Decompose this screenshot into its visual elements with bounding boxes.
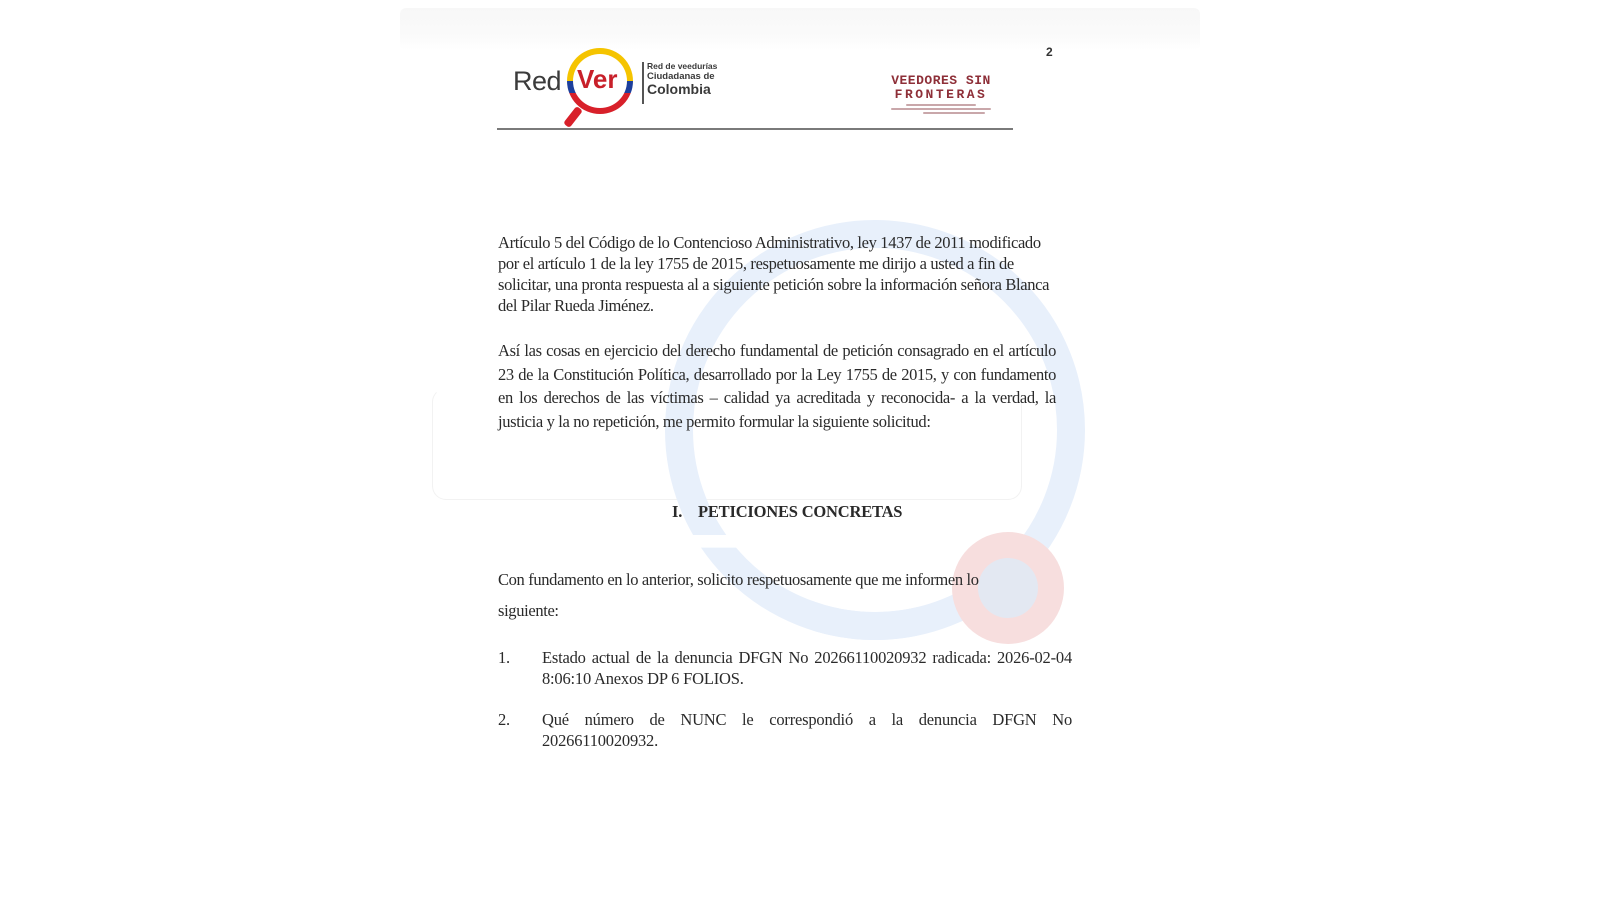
redver-logo bbox=[513, 44, 723, 128]
logo-subtitle-line3: Colombia bbox=[647, 81, 711, 97]
logo-brand-red: Red bbox=[513, 66, 562, 96]
veedores-sin-fronteras-logo bbox=[885, 74, 997, 126]
request-number: 2. bbox=[498, 710, 510, 729]
vsf-line1: VEEDORES SIN bbox=[891, 73, 991, 88]
request-item bbox=[498, 710, 1072, 751]
paragraph-legal-basis: Artículo 5 del Código de lo Contencioso Administrativo, ley 1437 de 2011 modificado por el artículo 1 de la ley 1755 de 2015, respetuosamente me dirijo a usted a fin de solicitar, una pronta respuesta al a siguiente petición sobre la información señora Blanca del Pilar Rueda Jiménez. bbox=[498, 233, 1050, 315]
request-number: 1. bbox=[498, 648, 510, 667]
paragraph-petition-right: Así las cosas en ejercicio del derecho fundamental de petición consagrado en el artículo 23 de la Constitución Política, desarrollado por la Ley 1755 de 2015, y con fundamento en los derechos de las víctimas – calidad ya acreditada y reconocida- a la verdad, la justicia y la no repetición, me permito formular la siguiente solicitud: bbox=[498, 341, 1056, 431]
letterhead bbox=[497, 40, 1013, 132]
section-title: PETICIONES CONCRETAS bbox=[698, 502, 903, 521]
request-text: Qué número de NUNC le correspondió a la denuncia DFGN No 20266110020932. bbox=[542, 710, 1072, 750]
logo-subtitle-line2: Ciudadanas de bbox=[647, 70, 715, 82]
paragraph-request-intro: Con fundamento en lo anterior, solicito respetuosamente que me informen lo siguiente: bbox=[498, 570, 979, 620]
vsf-fine-print-line bbox=[906, 104, 976, 106]
section-heading bbox=[672, 502, 902, 522]
logo-subtitle bbox=[647, 62, 717, 96]
vsf-fine-print-line bbox=[891, 108, 991, 110]
logo-subtitle-line1: Red de veedurías bbox=[647, 61, 718, 71]
vsf-line2: FRONTERAS bbox=[894, 87, 988, 102]
magnifier-handle-icon bbox=[563, 106, 583, 128]
logo-divider bbox=[642, 62, 644, 104]
logo-brand-ver: Ver bbox=[577, 64, 618, 94]
header-divider bbox=[497, 128, 1013, 130]
section-numeral: I. bbox=[672, 502, 683, 521]
request-text: Estado actual de la denuncia DFGN No 20266110020932 radicada: 2026-02-04 8:06:10 Anexos DP 6 FOLIOS. bbox=[542, 648, 1072, 688]
request-item bbox=[498, 648, 1072, 689]
vsf-fine-print-line bbox=[923, 112, 985, 114]
page-number: 2 bbox=[1046, 45, 1053, 59]
